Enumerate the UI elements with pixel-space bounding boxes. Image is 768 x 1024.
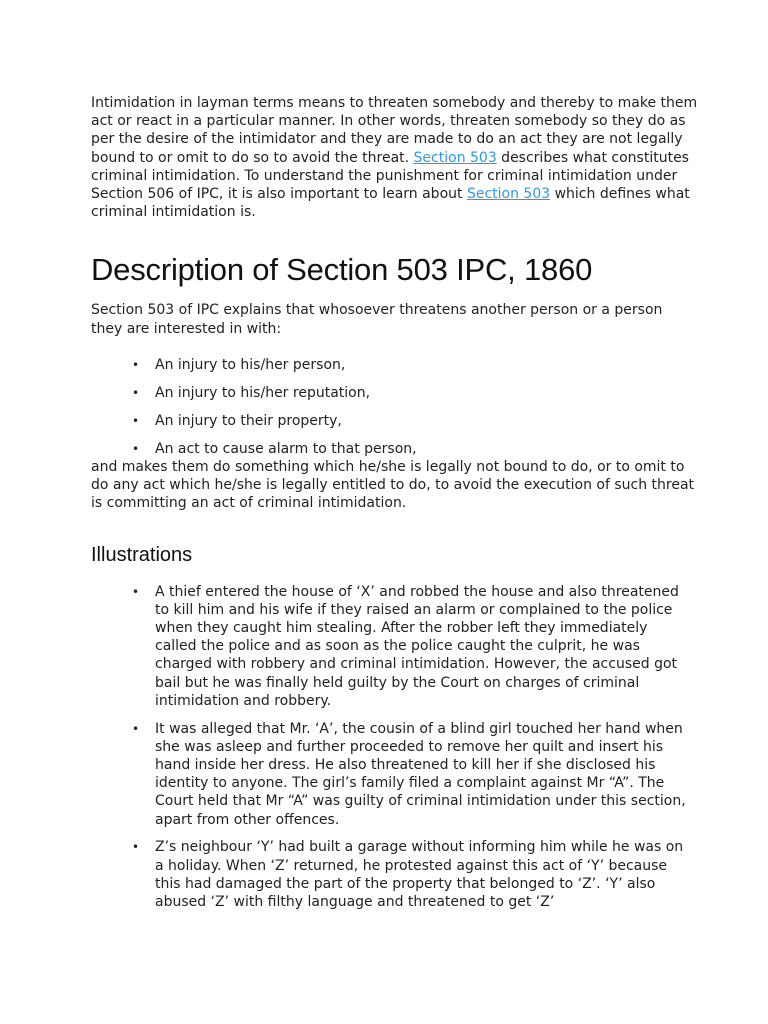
illustration-text: A thief entered the house of ‘X’ and robbed the house and also threatened to kill him and his wife if they raised an alarm or complained to the police when they caught him stealing. After the robber left they immediately called the police and as soon as the police caught the culprit, he was charged with robbery and criminal intimidation. However, the accused got bail but he was finally held guilty by the Court on charges of criminal intimidation and robbery. <box>155 583 679 709</box>
list-item-text: An injury to his/her reputation, <box>155 384 371 401</box>
section-503-link-2[interactable]: Section 503 <box>466 186 551 203</box>
section-503-link-1[interactable]: Section 503 <box>413 149 497 166</box>
list-item <box>91 440 691 458</box>
bullet-icon: • <box>132 357 140 372</box>
bullet-icon: • <box>132 840 140 855</box>
list-item <box>91 838 691 911</box>
bullet-icon: • <box>132 441 140 456</box>
bullet-icon: • <box>132 584 140 599</box>
bullet-icon: • <box>132 413 140 428</box>
list-item <box>91 583 691 710</box>
list-item <box>91 356 691 374</box>
continuation-paragraph: and makes them do something which he/she is legally not bound to do, or to omit to do any act which he/she is legally entitled to do, to avoid the execution of such threat is committing an act of criminal intimidation. <box>91 459 695 512</box>
illustrations-heading: Illustrations <box>91 543 193 566</box>
intro-text-3: which defines what criminal intimidation is. <box>91 186 690 221</box>
list-item <box>91 384 691 402</box>
section-intro-paragraph: Section 503 of IPC explains that whosoever threatens another person or a person they are interested in with: <box>91 302 663 337</box>
intro-paragraph <box>91 94 699 221</box>
intro-text-1: Intimidation in layman terms means to threaten somebody and thereby to make them act or react in a particular manner. In other words, threaten somebody so they do as per the desire of the intimidator and they are made to do an act they are not legally bound to or omit to do so to avoid the threat. <box>91 95 698 166</box>
list-item <box>91 720 691 829</box>
illustration-text: Z’s neighbour ‘Y’ had built a garage without informing him while he was on a holiday. When ‘Z’ returned, he protested against this act of ‘Y’ because this had damaged the part of the property that belonged to ‘Z’. ‘Y’ also abused ‘Z’ with filthy language and threatened to get ‘Z’ <box>155 839 684 911</box>
section-heading: Description of Section 503 IPC, 1860 <box>91 252 593 288</box>
intro-text-2: describes what constitutes criminal intimidation. To understand the punishment for criminal intimidation under Section 506 of IPC, it is also important to learn about <box>91 149 689 203</box>
list-item-text: An injury to their property, <box>155 412 342 429</box>
list-item-text: An act to cause alarm to that person, <box>155 440 417 457</box>
bullet-icon: • <box>132 721 140 736</box>
injuries-list <box>91 356 691 458</box>
bullet-icon: • <box>132 385 140 400</box>
list-item <box>91 412 691 430</box>
list-item-text: An injury to his/her person, <box>155 356 346 373</box>
illustrations-list <box>91 583 691 912</box>
illustration-text: It was alleged that Mr. ‘A’, the cousin of a blind girl touched her hand when she was asleep and further proceeded to remove her quilt and insert his hand inside her dress. He also threatened to kill her if she disclosed his identity to anyone. The girl’s family filed a complaint against Mr “A”. The Court held that Mr “A” was guilty of criminal intimidation under this section, apart from other offences. <box>155 720 686 828</box>
document-body <box>91 94 698 921</box>
